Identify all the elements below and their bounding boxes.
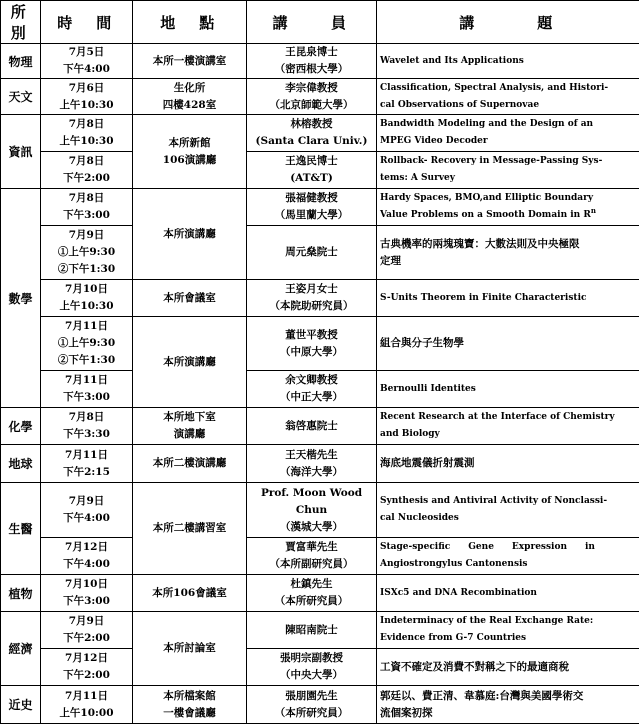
time-cell: 7月8日 下午3:00 bbox=[41, 189, 133, 226]
time-cell: 7月9日 ①上午9:30 ②下午1:30 bbox=[41, 226, 133, 280]
time-cell: 7月9日 下午4:00 bbox=[41, 483, 133, 538]
table-row bbox=[1, 649, 639, 686]
speaker-cell: 王逸民博士 (AT&T) bbox=[247, 152, 377, 189]
time-cell: 7月11日 ①上午9:30 ②下午1:30 bbox=[41, 317, 133, 371]
room-cell: 本所會議室 bbox=[133, 280, 247, 317]
topic-cell: 海底地震儀折射震測 bbox=[377, 445, 639, 483]
speaker-cell: 林榕教授 (Santa Clara Univ.) bbox=[247, 115, 377, 152]
table-row bbox=[1, 226, 639, 280]
header-time: 時 間 bbox=[41, 1, 133, 44]
speaker-cell: Prof. Moon Wood Chun （漢城大學） bbox=[247, 483, 377, 538]
speaker-cell: 陳昭南院士 bbox=[247, 612, 377, 649]
speaker-cell: 賈富華先生 （本所副研究員） bbox=[247, 538, 377, 575]
time-cell: 7月8日 上午10:30 bbox=[41, 115, 133, 152]
speaker-cell: 張福健教授 （馬里蘭大學） bbox=[247, 189, 377, 226]
header-place: 地 點 bbox=[133, 1, 247, 44]
room-cell: 本所檔案館 一樓會議廳 bbox=[133, 686, 247, 724]
speaker-cell: 王天楷先生 （海洋大學） bbox=[247, 445, 377, 483]
topic-cell: Rollback- Recovery in Message-Passing Sys- tems: A Survey bbox=[377, 152, 639, 189]
dept-cell: 經濟 bbox=[1, 612, 41, 686]
table-row bbox=[1, 317, 639, 371]
time-cell: 7月5日 下午4:00 bbox=[41, 44, 133, 79]
table-row bbox=[1, 612, 639, 649]
room-cell: 本所二樓演講廳 bbox=[133, 445, 247, 483]
room-cell: 本所地下室 演講廳 bbox=[133, 408, 247, 445]
header-topic: 講 題 bbox=[377, 1, 639, 44]
speaker-cell: 周元燊院士 bbox=[247, 226, 377, 280]
topic-cell: Classification, Spectral Analysis, and Histori- cal Observations of Supernovae bbox=[377, 79, 639, 115]
table-row bbox=[1, 538, 639, 575]
time-cell: 7月8日 下午3:30 bbox=[41, 408, 133, 445]
dept-cell: 化學 bbox=[1, 408, 41, 445]
table-row bbox=[1, 575, 639, 612]
time-cell: 7月6日 上午10:30 bbox=[41, 79, 133, 115]
speaker-cell: 翁啓惠院士 bbox=[247, 408, 377, 445]
table-row bbox=[1, 280, 639, 317]
time-cell: 7月12日 下午2:00 bbox=[41, 649, 133, 686]
topic-cell: Bernoulli Identites bbox=[377, 371, 639, 408]
dept-cell: 天文 bbox=[1, 79, 41, 115]
table-row bbox=[1, 44, 639, 79]
dept-cell: 數學 bbox=[1, 189, 41, 408]
time-cell: 7月12日 下午4:00 bbox=[41, 538, 133, 575]
table-row bbox=[1, 79, 639, 115]
time-cell: 7月9日 下午2:00 bbox=[41, 612, 133, 649]
room-cell: 生化所 四樓428室 bbox=[133, 79, 247, 115]
time-cell: 7月10日 上午10:30 bbox=[41, 280, 133, 317]
topic-cell: 古典機率的兩塊瑰寶：大數法則及中央極限 定理 bbox=[377, 226, 639, 280]
time-cell: 7月11日 下午3:00 bbox=[41, 371, 133, 408]
topic-cell: 組合與分子生物學 bbox=[377, 317, 639, 371]
table-row bbox=[1, 408, 639, 445]
speaker-cell: 張朋園先生 （本所研究員） bbox=[247, 686, 377, 724]
speaker-cell: 王姿月女士 （本院助研究員） bbox=[247, 280, 377, 317]
time-cell: 7月8日 下午2:00 bbox=[41, 152, 133, 189]
table-row bbox=[1, 371, 639, 408]
speaker-cell: 杜鎮先生 （本所研究員） bbox=[247, 575, 377, 612]
time-cell: 7月10日 下午3:00 bbox=[41, 575, 133, 612]
dept-cell: 地球 bbox=[1, 445, 41, 483]
speaker-cell: 張明宗副教授 （中央大學） bbox=[247, 649, 377, 686]
topic-cell: Recent Research at the Interface of Chemistry and Biology bbox=[377, 408, 639, 445]
dept-cell: 資訊 bbox=[1, 115, 41, 189]
table-row bbox=[1, 189, 639, 226]
header-dept: 所別 bbox=[1, 1, 41, 44]
topic-cell: Wavelet and Its Applications bbox=[377, 44, 639, 79]
topic-cell: S-Units Theorem in Finite Characteristic bbox=[377, 280, 639, 317]
topic-cell: Indeterminacy of the Real Exchange Rate: Evidence from G-7 Countries bbox=[377, 612, 639, 649]
room-cell: 本所106會議室 bbox=[133, 575, 247, 612]
table-row bbox=[1, 445, 639, 483]
dept-cell: 物理 bbox=[1, 44, 41, 79]
room-cell: 本所演講廳 bbox=[133, 317, 247, 408]
topic-cell: Stage-specific Gene Expression in Angiostrongylus Cantonensis bbox=[377, 538, 639, 575]
dept-cell: 生醫 bbox=[1, 483, 41, 575]
room-cell: 本所演講廳 bbox=[133, 189, 247, 280]
dept-cell: 植物 bbox=[1, 575, 41, 612]
room-cell: 本所二樓講習室 bbox=[133, 483, 247, 575]
topic-cell: Bandwidth Modeling and the Design of an MPEG Video Decoder bbox=[377, 115, 639, 152]
table-row bbox=[1, 152, 639, 189]
room-cell: 本所一樓演講室 bbox=[133, 44, 247, 79]
table-row bbox=[1, 686, 639, 724]
topic-cell: Hardy Spaces, BMO,and Elliptic Boundary Value Problems on a Smooth Domain in $R^n$ bbox=[377, 189, 639, 226]
table-row bbox=[1, 115, 639, 152]
topic-cell: 工資不確定及消費不對稱之下的最適商稅 bbox=[377, 649, 639, 686]
speaker-cell: 余文卿教授 （中正大學） bbox=[247, 371, 377, 408]
topic-cell: ISXc5 and DNA Recombination bbox=[377, 575, 639, 612]
topic-cell: 郭廷以、費正清、韋慕庭:台灣與美國學術交 流個案初探 bbox=[377, 686, 639, 724]
time-cell: 7月11日 下午2:15 bbox=[41, 445, 133, 483]
room-cell: 本所討論室 bbox=[133, 612, 247, 686]
header-speaker: 講 員 bbox=[247, 1, 377, 44]
speaker-cell: 王昆泉博士 （密西根大學） bbox=[247, 44, 377, 79]
speaker-cell: 董世平教授 （中原大學） bbox=[247, 317, 377, 371]
room-cell: 本所新館 106演講廳 bbox=[133, 115, 247, 189]
time-cell: 7月11日 上午10:00 bbox=[41, 686, 133, 724]
table-row bbox=[1, 483, 639, 538]
topic-cell: Synthesis and Antiviral Activity of Nonclassi- cal Nucleosides bbox=[377, 483, 639, 538]
speaker-cell: 李宗偉教授 （北京師範大學） bbox=[247, 79, 377, 115]
header-row bbox=[1, 1, 639, 44]
dept-cell: 近史 bbox=[1, 686, 41, 724]
